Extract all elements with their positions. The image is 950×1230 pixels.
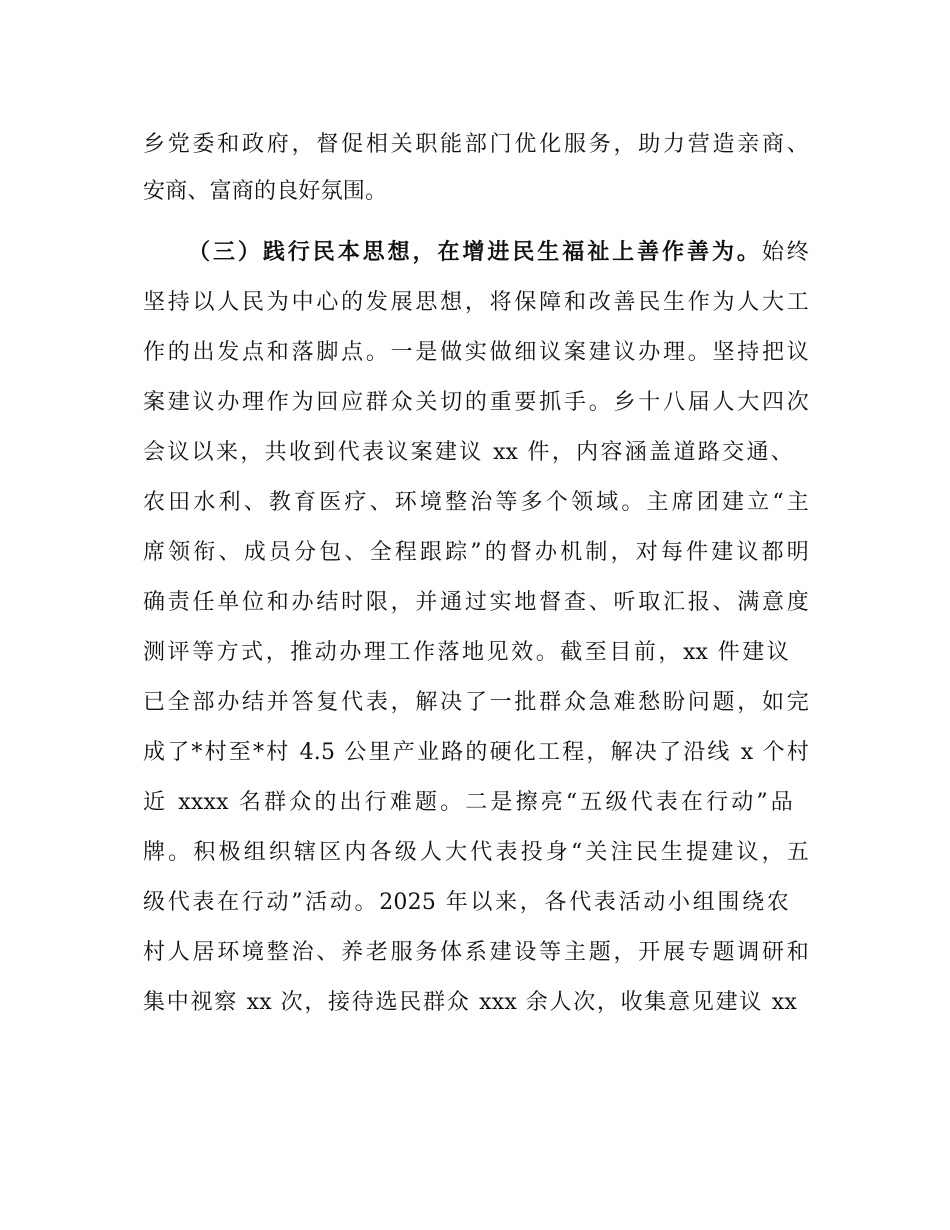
paragraph-line: 近 xxxx 名群众的出行难题。二是擦亮“五级代表在行动”品 [143,790,793,815]
paragraph-line: 席领衔、成员分包、全程跟踪”的督办机制，对每件建议都明 [143,540,809,565]
paragraph-line: 确责任单位和办结时限，并通过实地督查、听取汇报、满意度 [143,590,809,615]
paragraph-line: 安商、富商的良好氛围。 [143,179,388,204]
paragraph-line: 集中视察 xx 次，接待选民群众 xxx 余人次，收集意见建议 xx [143,990,797,1015]
paragraph-line: 案建议办理作为回应群众关切的重要抓手。乡十八届人大四次 [143,390,809,415]
section-heading-line [188,238,809,268]
paragraph-line: 牌。积极组织辖区内各级人大代表投身“关注民生提建议，五 [143,840,809,865]
heading-continuation: 始终 [761,240,809,265]
paragraph-line: 作的出发点和落脚点。一是做实做细议案建议办理。坚持把议 [143,340,809,365]
paragraph-line: 坚持以人民为中心的发展思想，将保障和改善民生作为人大工 [143,290,809,315]
paragraph-line: 成了*村至*村 4.5 公里产业路的硬化工程，解决了沿线 x 个村 [143,740,809,765]
paragraph-line: 测评等方式，推动办理工作落地见效。截至目前，xx 件建议 [143,640,789,665]
paragraph-line: 乡党委和政府，督促相关职能部门优化服务，助力营造亲商、 [143,132,809,157]
paragraph-line: 农田水利、教育医疗、环境整治等多个领域。主席团建立“主 [143,490,809,515]
paragraph-line: 级代表在行动”活动。2025 年以来，各代表活动小组围绕农 [143,890,789,915]
paragraph-line: 已全部办结并答复代表，解决了一批群众急难愁盼问题，如完 [143,690,809,715]
paragraph-line: 会议以来，共收到代表议案建议 xx 件，内容涵盖道路交通、 [143,440,793,465]
section-heading: （三）践行民本思想，在增进民生福祉上善作善为。 [188,240,762,265]
paragraph-line: 村人居环境整治、养老服务体系建设等主题，开展专题调研和 [143,940,809,965]
